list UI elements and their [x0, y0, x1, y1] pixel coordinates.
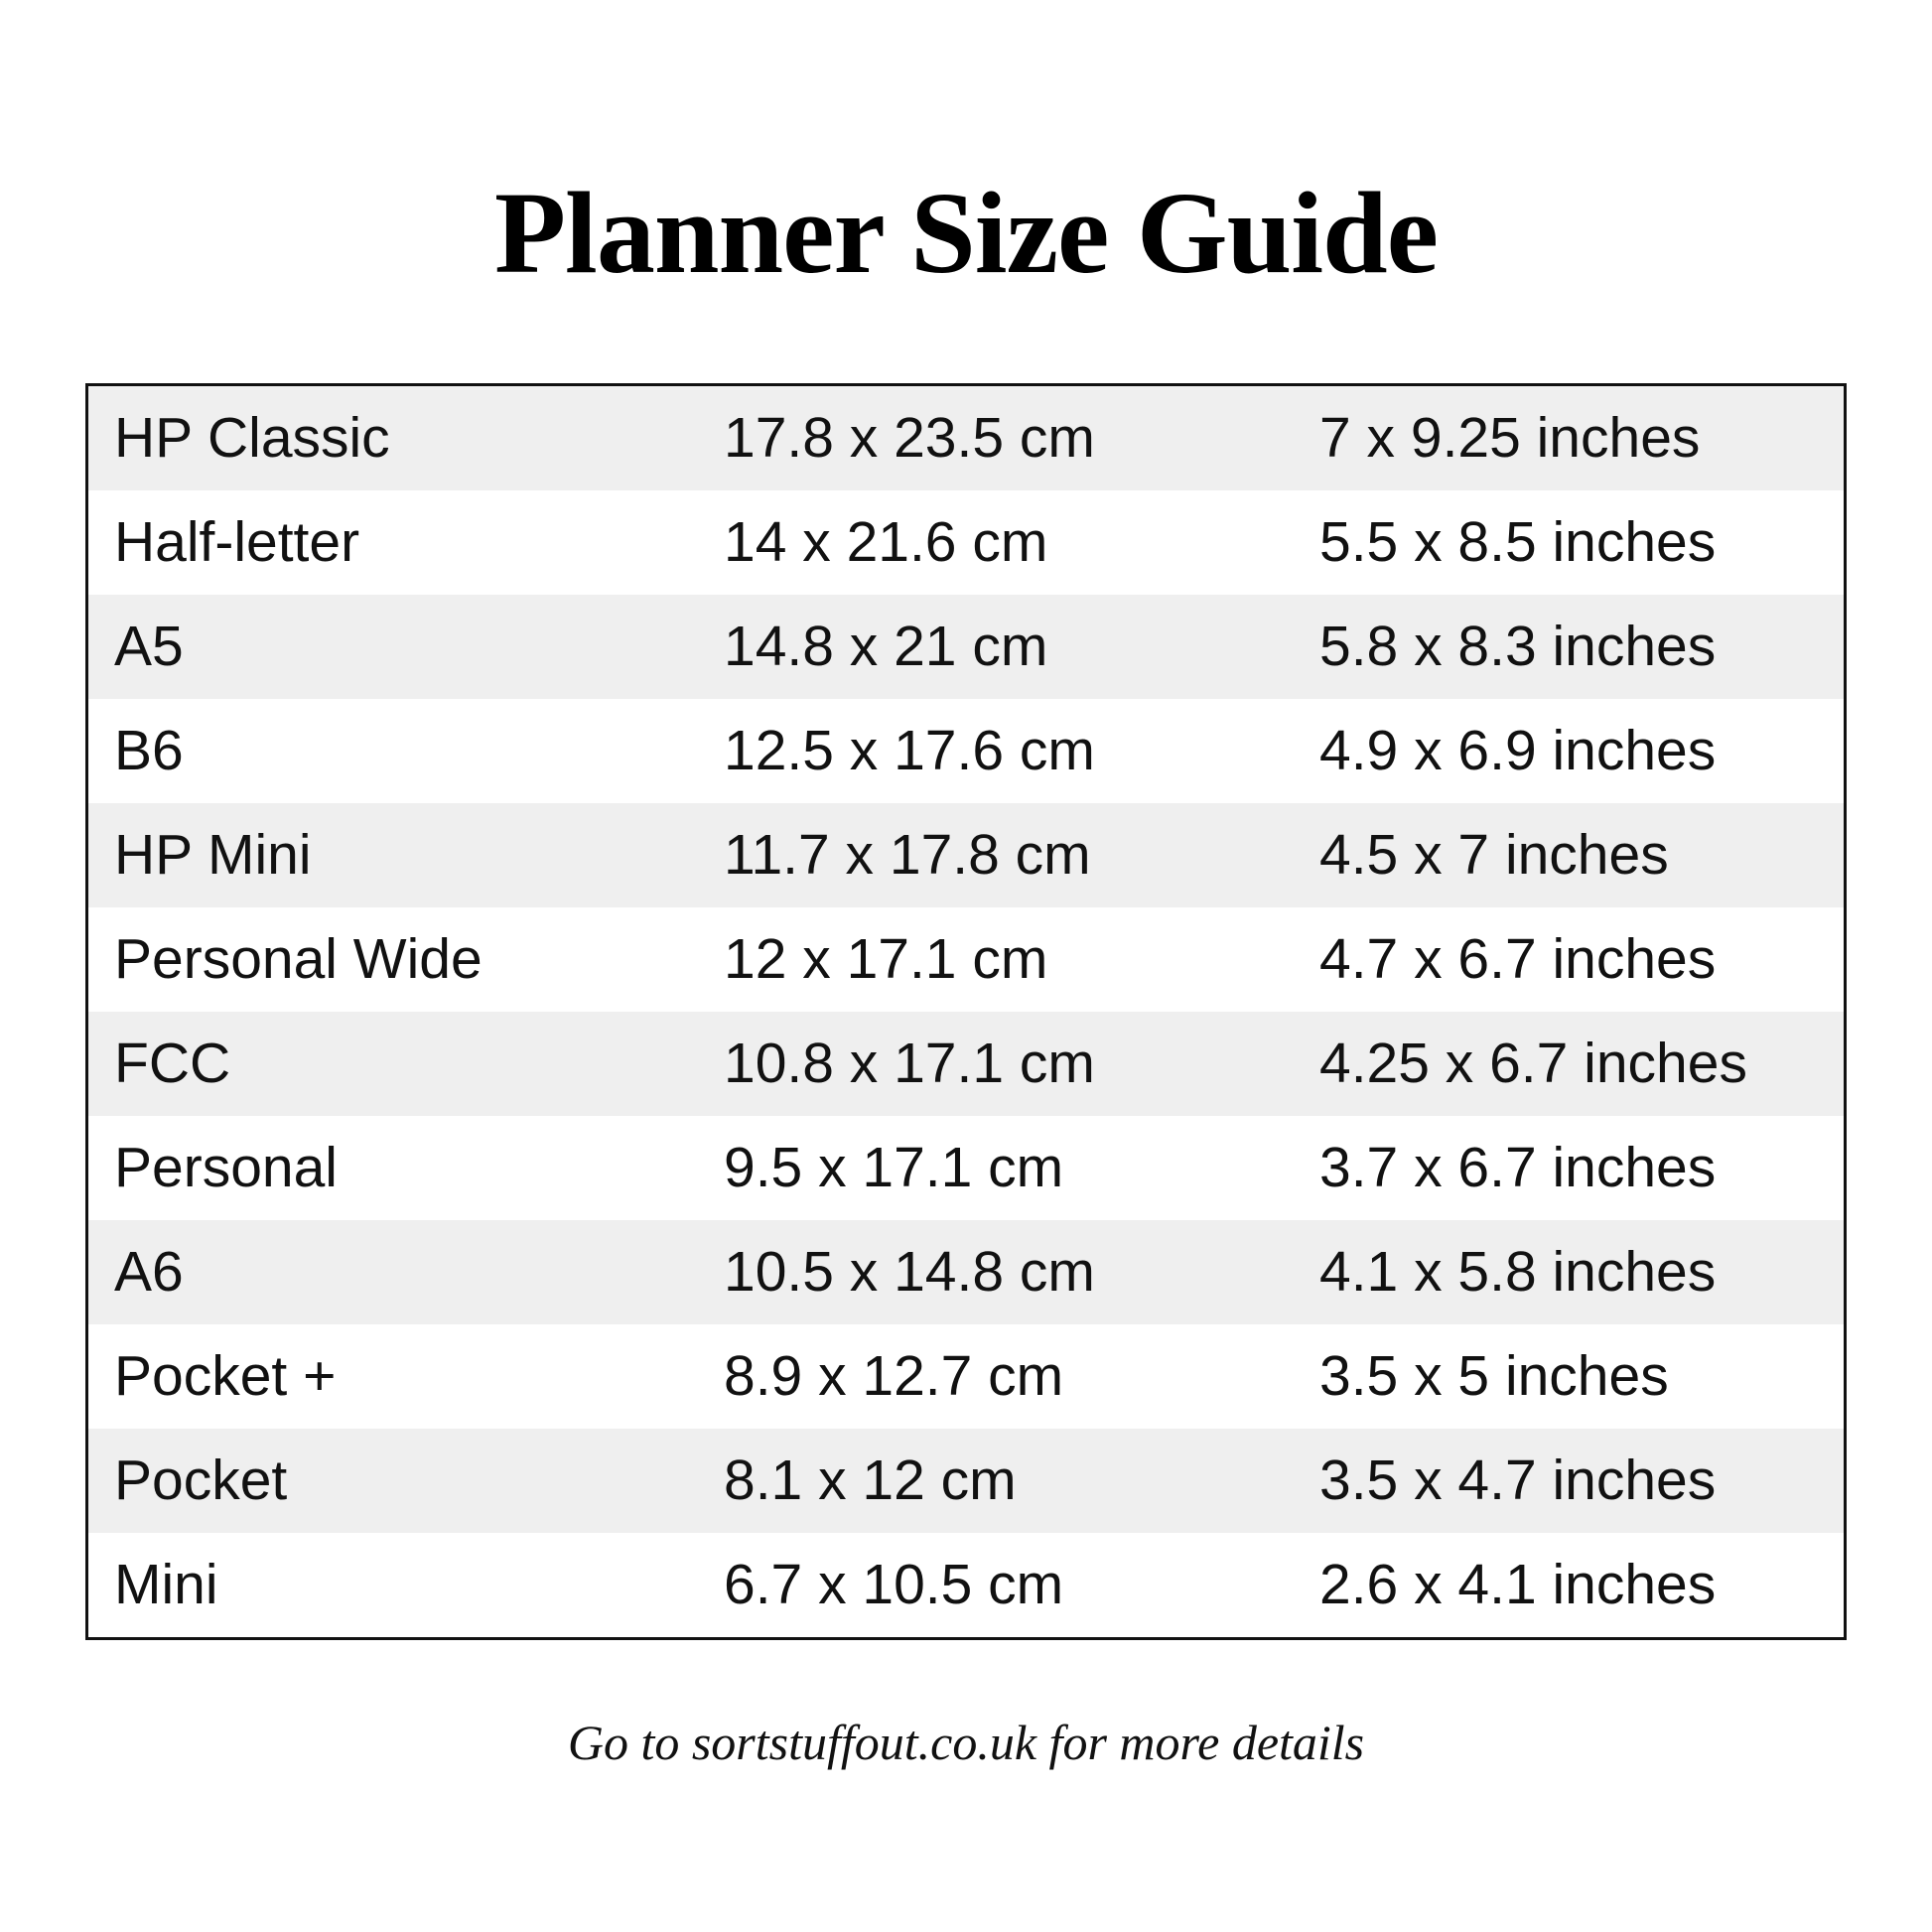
size-inches: 3.5 x 4.7 inches: [1319, 1452, 1717, 1509]
size-cm: 14.8 x 21 cm: [724, 619, 1048, 675]
size-cm: 6.7 x 10.5 cm: [724, 1557, 1064, 1613]
table-row: [88, 1116, 1844, 1220]
size-inches: 3.5 x 5 inches: [1319, 1348, 1669, 1405]
planner-name: HP Classic: [114, 410, 390, 467]
size-inches: 5.8 x 8.3 inches: [1319, 619, 1717, 675]
size-inches: 5.5 x 8.5 inches: [1319, 514, 1717, 571]
size-inches: 4.7 x 6.7 inches: [1319, 931, 1717, 988]
size-cm: 8.1 x 12 cm: [724, 1452, 1017, 1509]
table-row: [88, 595, 1844, 699]
table-row: [88, 1533, 1844, 1637]
table-row: [88, 490, 1844, 595]
size-cm: 11.7 x 17.8 cm: [724, 827, 1091, 884]
planner-name: Half-letter: [114, 514, 360, 571]
size-inches: 4.9 x 6.9 inches: [1319, 723, 1717, 779]
planner-name: Mini: [114, 1557, 218, 1613]
planner-name: Personal: [114, 1140, 338, 1196]
table-row: [88, 1012, 1844, 1116]
size-cm: 12 x 17.1 cm: [724, 931, 1048, 988]
footer-note: Go to sortstuffout.co.uk for more details: [567, 1715, 1365, 1770]
planner-name: Pocket: [114, 1452, 288, 1509]
planner-name: FCC: [114, 1035, 231, 1092]
table-row: [88, 1324, 1844, 1429]
size-cm: 9.5 x 17.1 cm: [724, 1140, 1064, 1196]
size-cm: 8.9 x 12.7 cm: [724, 1348, 1064, 1405]
table-row: [88, 699, 1844, 803]
size-inches: 4.25 x 6.7 inches: [1319, 1035, 1747, 1092]
planner-name: A6: [114, 1244, 184, 1301]
planner-name: Personal Wide: [114, 931, 483, 988]
table-row: [88, 1220, 1844, 1324]
size-inches: 4.5 x 7 inches: [1319, 827, 1669, 884]
table-row: [88, 386, 1844, 490]
table-row: [88, 907, 1844, 1012]
table-row: [88, 803, 1844, 907]
size-cm: 10.8 x 17.1 cm: [724, 1035, 1095, 1092]
page-title: Planner Size Guide: [493, 168, 1439, 298]
size-inches: 2.6 x 4.1 inches: [1319, 1557, 1717, 1613]
planner-name: Pocket +: [114, 1348, 337, 1405]
size-table: [85, 383, 1847, 1640]
size-cm: 17.8 x 23.5 cm: [724, 410, 1095, 467]
table-row: [88, 1429, 1844, 1533]
size-inches: 4.1 x 5.8 inches: [1319, 1244, 1717, 1301]
size-cm: 12.5 x 17.6 cm: [724, 723, 1095, 779]
size-cm: 10.5 x 14.8 cm: [724, 1244, 1095, 1301]
size-inches: 7 x 9.25 inches: [1319, 410, 1701, 467]
planner-name: A5: [114, 619, 184, 675]
planner-name: B6: [114, 723, 184, 779]
planner-name: HP Mini: [114, 827, 312, 884]
size-inches: 3.7 x 6.7 inches: [1319, 1140, 1717, 1196]
size-cm: 14 x 21.6 cm: [724, 514, 1048, 571]
